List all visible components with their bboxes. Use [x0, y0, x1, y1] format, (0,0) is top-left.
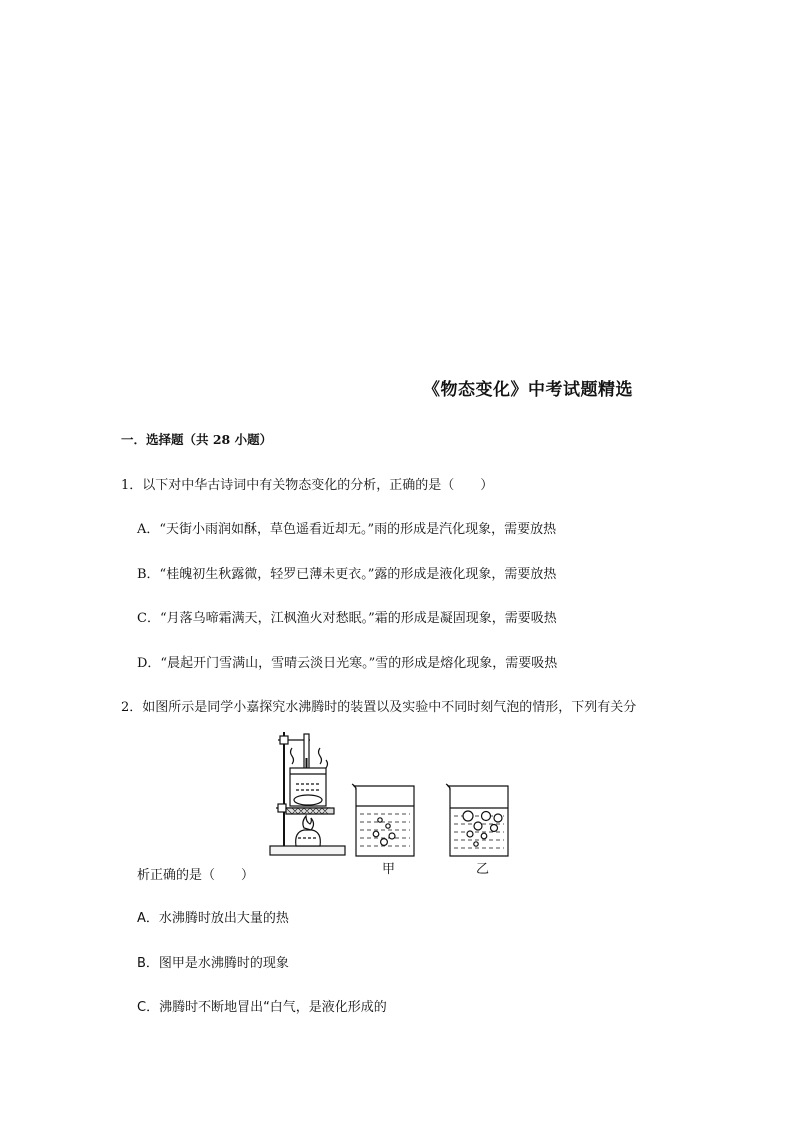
- question-stem: 如图所示是同学小嘉探究水沸腾时的装置以及实验中不同时刻气泡的情形，下列有关分: [142, 700, 637, 715]
- beaker-yi: [446, 784, 508, 856]
- question-1: [121, 474, 493, 493]
- document-title: 《物态变化》中考试题精选: [423, 380, 633, 400]
- label-jia: 甲: [382, 862, 396, 877]
- boiling-experiment-figure: [268, 728, 528, 878]
- q1-option-c: C．“月落乌啼霜满天，江枫渔火对愁眠。”霜的形成是凝固现象，需要吸热: [137, 611, 557, 626]
- q2-option-b: B．图甲是水沸腾时的现象: [137, 956, 289, 971]
- q1-option-a: A．“天街小雨润如酥，草色遥看近却无。”雨的形成是汽化现象，需要放热: [137, 522, 557, 537]
- q1-option-b: B．“桂魄初生秋露微，轻罗已薄未更衣。”露的形成是液化现象，需要放热: [137, 567, 557, 582]
- question-2: [121, 696, 636, 715]
- question-2-stem-continued: 析正确的是（ ）: [137, 868, 255, 883]
- iron-stand-apparatus: [270, 732, 345, 855]
- label-yi: 乙: [476, 862, 490, 877]
- q2-option-a: A．水沸腾时放出大量的热: [137, 911, 289, 926]
- question-number: 2．: [121, 700, 143, 715]
- q1-option-d: D．“晨起开门雪满山，雪晴云淡日光寒。”雪的形成是熔化现象，需要吸热: [137, 656, 558, 671]
- question-number: 1．: [121, 478, 143, 493]
- question-stem: 以下对中华古诗词中有关物态变化的分析，正确的是（ ）: [142, 478, 494, 493]
- beaker-jia: [352, 784, 414, 856]
- section-heading: 一．选择题（共 28 小题）: [121, 432, 273, 447]
- q2-option-c: C．沸腾时不断地冒出“白气，是液化形成的: [137, 1000, 387, 1015]
